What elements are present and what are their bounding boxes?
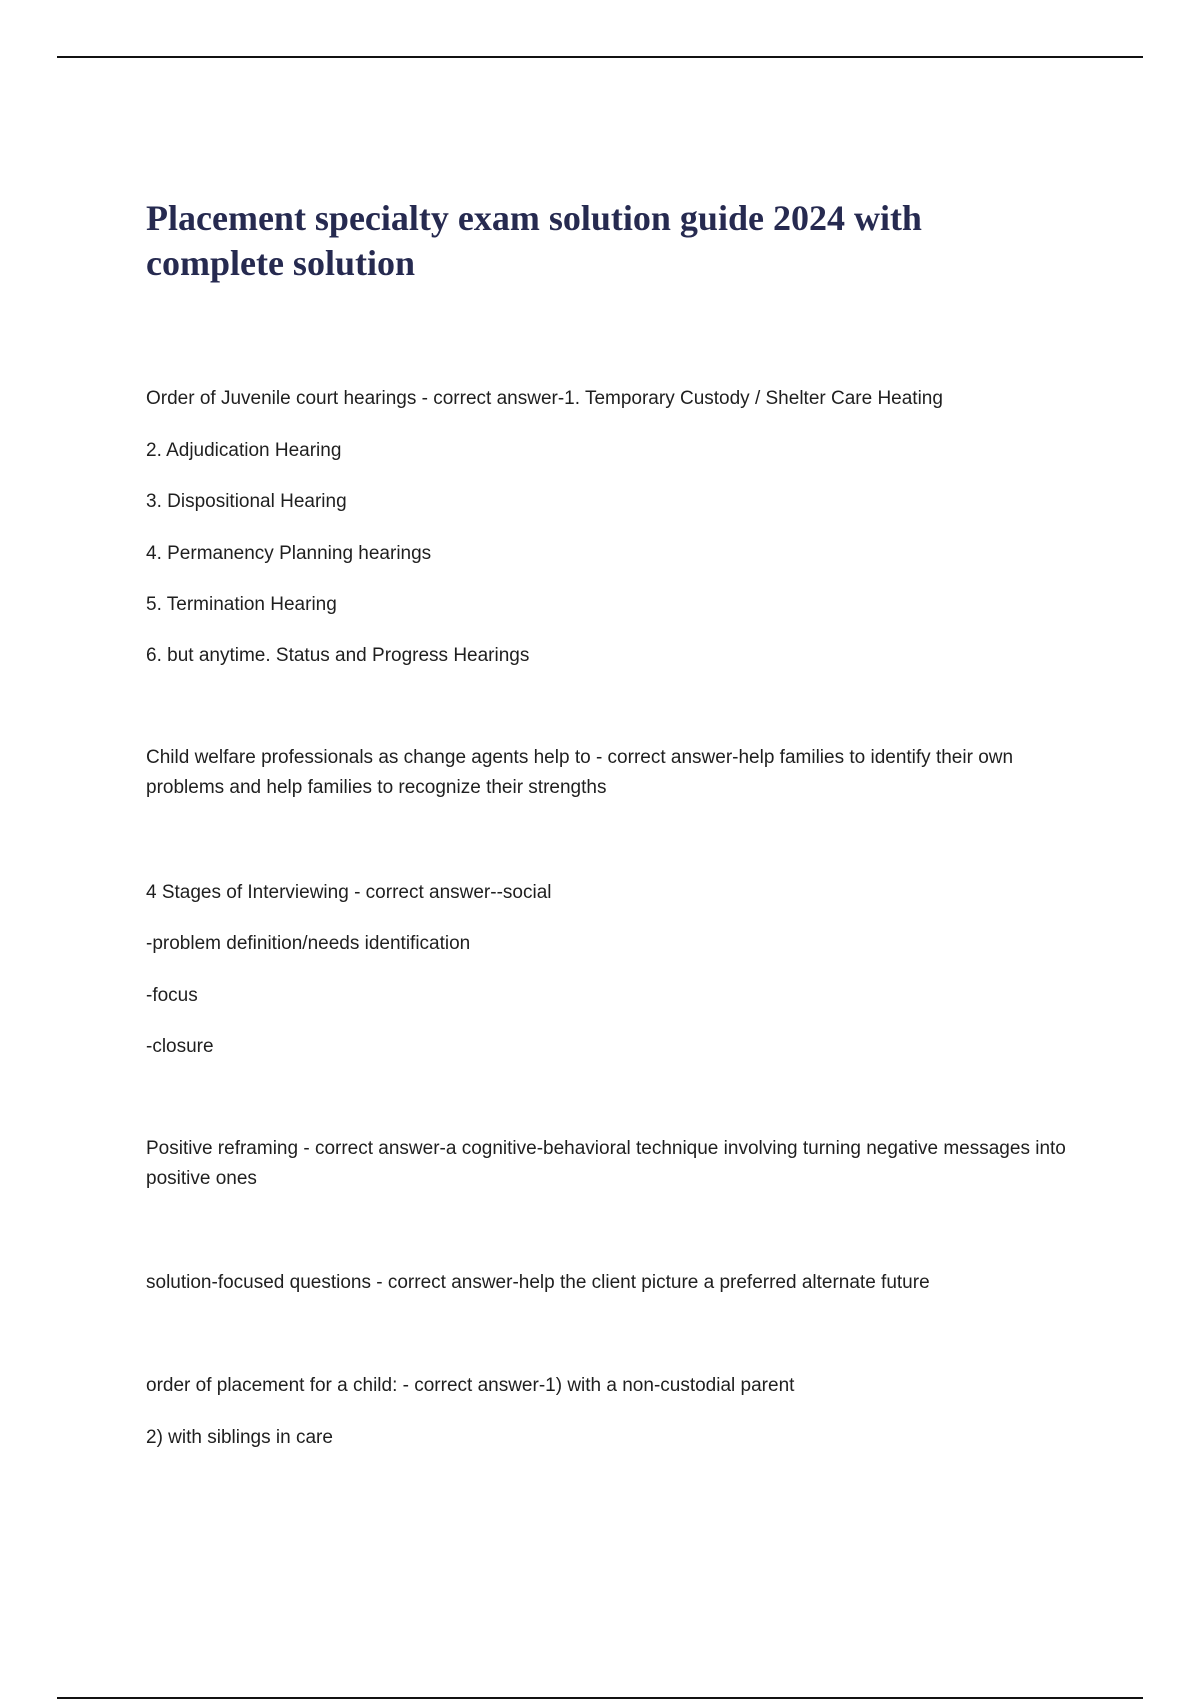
entry-6-line-2: 2) with siblings in care	[146, 1427, 333, 1448]
entry-3-line-3: -focus	[146, 985, 198, 1006]
entry-1-line-6: 6. but anytime. Status and Progress Hearings	[146, 645, 530, 666]
entry-1-line-3: 3. Dispositional Hearing	[146, 491, 347, 512]
entry-4-question: Positive reframing - correct answer-a cognitive-behavioral technique involving turning negative messages into positive ones	[146, 1138, 1066, 1189]
entry-3-line-2: -problem definition/needs identification	[146, 933, 471, 954]
entry-3-line-4: -closure	[146, 1036, 214, 1057]
entry-1-question: Order of Juvenile court hearings - correct answer-1. Temporary Custody / Shelter Care Heating	[146, 388, 943, 409]
entry-3-question: 4 Stages of Interviewing - correct answer--social	[146, 882, 552, 903]
entry-2-question: Child welfare professionals as change agents help to - correct answer-help families to identify their own problems and help families to recognize their strengths	[146, 747, 1014, 798]
top-rule	[57, 56, 1143, 58]
entry-5-question: solution-focused questions - correct answer-help the client picture a preferred alternate future	[146, 1272, 930, 1293]
entry-1-line-5: 5. Termination Hearing	[146, 594, 337, 615]
page-title: Placement specialty exam solution guide 2024 with complete solution	[146, 198, 922, 283]
entry-1-line-4: 4. Permanency Planning hearings	[146, 543, 432, 564]
bottom-rule	[57, 1697, 1143, 1699]
entry-6-question: order of placement for a child: - correct answer-1) with a non-custodial parent	[146, 1375, 795, 1396]
entry-1-line-2: 2. Adjudication Hearing	[146, 440, 342, 461]
